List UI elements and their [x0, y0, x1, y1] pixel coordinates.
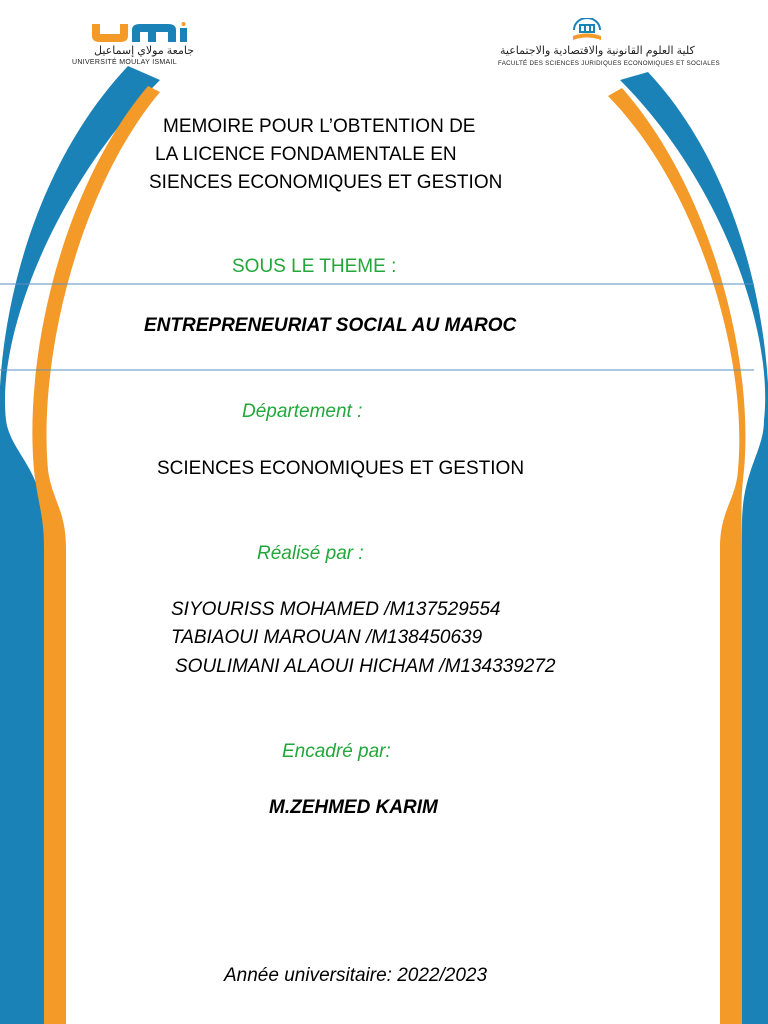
faculty-arabic-name: كلية العلوم القانونية والاقتصادية والاجتماعية — [500, 45, 695, 57]
book-building-icon — [570, 18, 604, 44]
theme-title: ENTREPRENEURIAT SOCIAL AU MAROC — [144, 315, 517, 336]
author-2: TABIAOUI MAROUAN /M138450639 — [171, 627, 483, 648]
faculty-caption: FACULTÉ DES SCIENCES JURIDIQUES ECONOMIQUES ET SOCIALES — [498, 60, 720, 67]
umi-logo — [68, 22, 198, 70]
department-label: Département : — [242, 401, 363, 422]
supervisor-label: Encadré par: — [282, 741, 391, 762]
author-3: SOULIMANI ALAOUI HICHAM /M134339272 — [175, 656, 556, 677]
heading-line-2: LA LICENCE FONDAMENTALE EN — [155, 144, 457, 165]
umi-caption: UNIVERSITÉ MOULAY ISMAIL — [72, 59, 177, 66]
academic-year: Année universitaire: 2022/2023 — [224, 965, 488, 986]
umi-arabic-name: جامعة مولاي إسماعيل — [94, 45, 195, 57]
supervisor-name: M.ZEHMED KARIM — [269, 797, 438, 818]
heading-line-3: SIENCES ECONOMIQUES ET GESTION — [149, 172, 503, 193]
author-1: SIYOURISS MOHAMED /M137529554 — [171, 599, 501, 620]
theme-label: SOUS LE THEME : — [232, 256, 397, 277]
department-value: SCIENCES ECONOMIQUES ET GESTION — [157, 458, 525, 479]
umi-mark — [90, 22, 190, 44]
faculty-logo — [498, 18, 720, 70]
heading-line-1: MEMOIRE POUR L’OBTENTION DE — [163, 116, 476, 137]
authors-label: Réalisé par : — [257, 543, 364, 564]
